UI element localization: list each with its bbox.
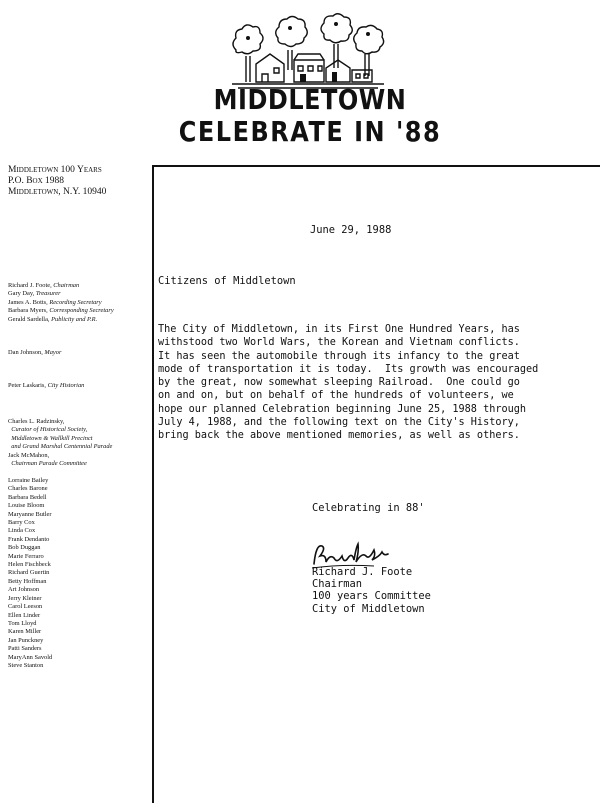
- mayor-name: Dan Johnson,: [8, 349, 43, 356]
- officer-name: Gary Day,: [8, 290, 35, 298]
- committee-member: Maryanne Butler: [8, 510, 52, 518]
- officer-entry: [8, 307, 114, 315]
- letter-date: June 29, 1988: [310, 224, 392, 236]
- officer-role: Recording Secretary: [49, 298, 102, 306]
- officer-entry: [8, 299, 114, 307]
- officer-entry: [8, 316, 114, 324]
- letterhead-title-celebrate: CELEBRATE IN '88: [178, 115, 442, 149]
- address-line: Middletown, N.Y. 10940: [8, 187, 107, 197]
- committee-member: Ellen Linder: [8, 611, 41, 619]
- officer-role: Corresponding Secretary: [49, 307, 114, 315]
- letter-closing: Celebrating in 88': [312, 502, 425, 514]
- committee-member: Louise Bloom: [8, 502, 45, 510]
- address-line: P.O. Box 1988: [8, 176, 65, 186]
- letterhead-vertical-rule: [152, 165, 154, 803]
- officers-list: [8, 282, 114, 324]
- mayor-entry: [8, 349, 61, 357]
- committee-member: Helen Fischbeck: [8, 561, 51, 569]
- officer-role: Publicity and P.R.: [51, 315, 98, 323]
- signer-org: 100 years Committee: [312, 590, 431, 603]
- signer-title: Chairman: [312, 578, 363, 591]
- officer-name: Barbara Myers,: [8, 307, 48, 315]
- committee-member: Tom Lloyd: [8, 619, 37, 627]
- committee-member: Linda Cox: [8, 527, 36, 535]
- committee-member: Richard Guertin: [8, 569, 50, 577]
- officer-name: James A. Botts,: [8, 298, 48, 306]
- committee-member: Barbara Bedell: [8, 493, 47, 501]
- committee-member: MaryAnn Savold: [8, 653, 53, 661]
- curator-role: and Grand Marshal Centennial Parade: [11, 443, 113, 451]
- address-line: Middletown 100 Years: [8, 165, 102, 175]
- parade-chair-name: Jack McMahon,: [8, 451, 50, 459]
- committee-member: Barry Cox: [8, 519, 35, 527]
- mayor-role: Mayor: [44, 349, 62, 356]
- committee-member: Charles Barone: [8, 485, 48, 493]
- historian-role: City Historian: [47, 382, 85, 389]
- committee-member: Steve Stanton: [8, 661, 44, 669]
- committee-member: Art Johnson: [8, 586, 40, 594]
- officer-entry: [8, 282, 114, 290]
- historian-entry: [8, 382, 84, 390]
- town-logo-illustration: [228, 12, 388, 94]
- signer-org: City of Middletown: [312, 602, 425, 615]
- historian-name: Peter Laskaris,: [8, 382, 46, 389]
- curator-role: Middletown & Wallkill Precinct: [11, 434, 93, 442]
- letter-body: The City of Middletown, in its First One Hundred Years, has withstood two World Wars, the Korean and Vietnam conflicts. It has seen the automobile through its infancy to the great mode of transportation it is today. Its growth was encouraged by the great, now somewhat sleeping Railroad. One could go on and on, but on behalf of the hundreds of volunteers, we hope our planned Celebration beginning June 25, 1988 through July 4, 1988, and the following text on the City's History, bring back the above mentioned memories, as well as others.: [158, 324, 539, 442]
- committee-member: Frank Dendanto: [8, 535, 50, 543]
- committee-member: Betty Hoffman: [8, 577, 47, 585]
- officer-name: Gerald Sardella,: [8, 315, 50, 323]
- committee-member: Bob Duggan: [8, 544, 41, 552]
- officer-name: Richard J. Foote,: [8, 282, 52, 289]
- committee-member: Carol Leeson: [8, 603, 43, 611]
- committee-member: Lorraine Bailey: [8, 477, 49, 484]
- return-address: [8, 165, 106, 198]
- curator-name: Charles L. Radzinsky,: [8, 418, 65, 425]
- letterhead-title-middletown: MIDDLETOWN: [213, 83, 407, 117]
- letterhead-horizontal-rule: [152, 165, 600, 167]
- committee-member: Jan Punckney: [8, 636, 44, 644]
- officer-role: Chairman: [53, 282, 80, 289]
- committee-list: [8, 477, 52, 670]
- committee-member: Marie Ferraro: [8, 552, 44, 560]
- officer-role: Treasurer: [35, 290, 61, 298]
- parade-chair-role: Chairman Parade Committee: [11, 460, 87, 468]
- signer-name: Richard J. Foote: [312, 566, 413, 578]
- signature-block: [312, 566, 431, 615]
- committee-member: Patti Sanders: [8, 645, 42, 653]
- officer-entry: [8, 290, 114, 298]
- letter-salutation: Citizens of Middletown: [158, 275, 296, 287]
- curator-entry: [8, 418, 112, 468]
- curator-role: Curator of Historical Society,: [11, 426, 88, 434]
- committee-member: Jerry Kleiner: [8, 594, 42, 602]
- committee-member: Karen Miller: [8, 628, 42, 636]
